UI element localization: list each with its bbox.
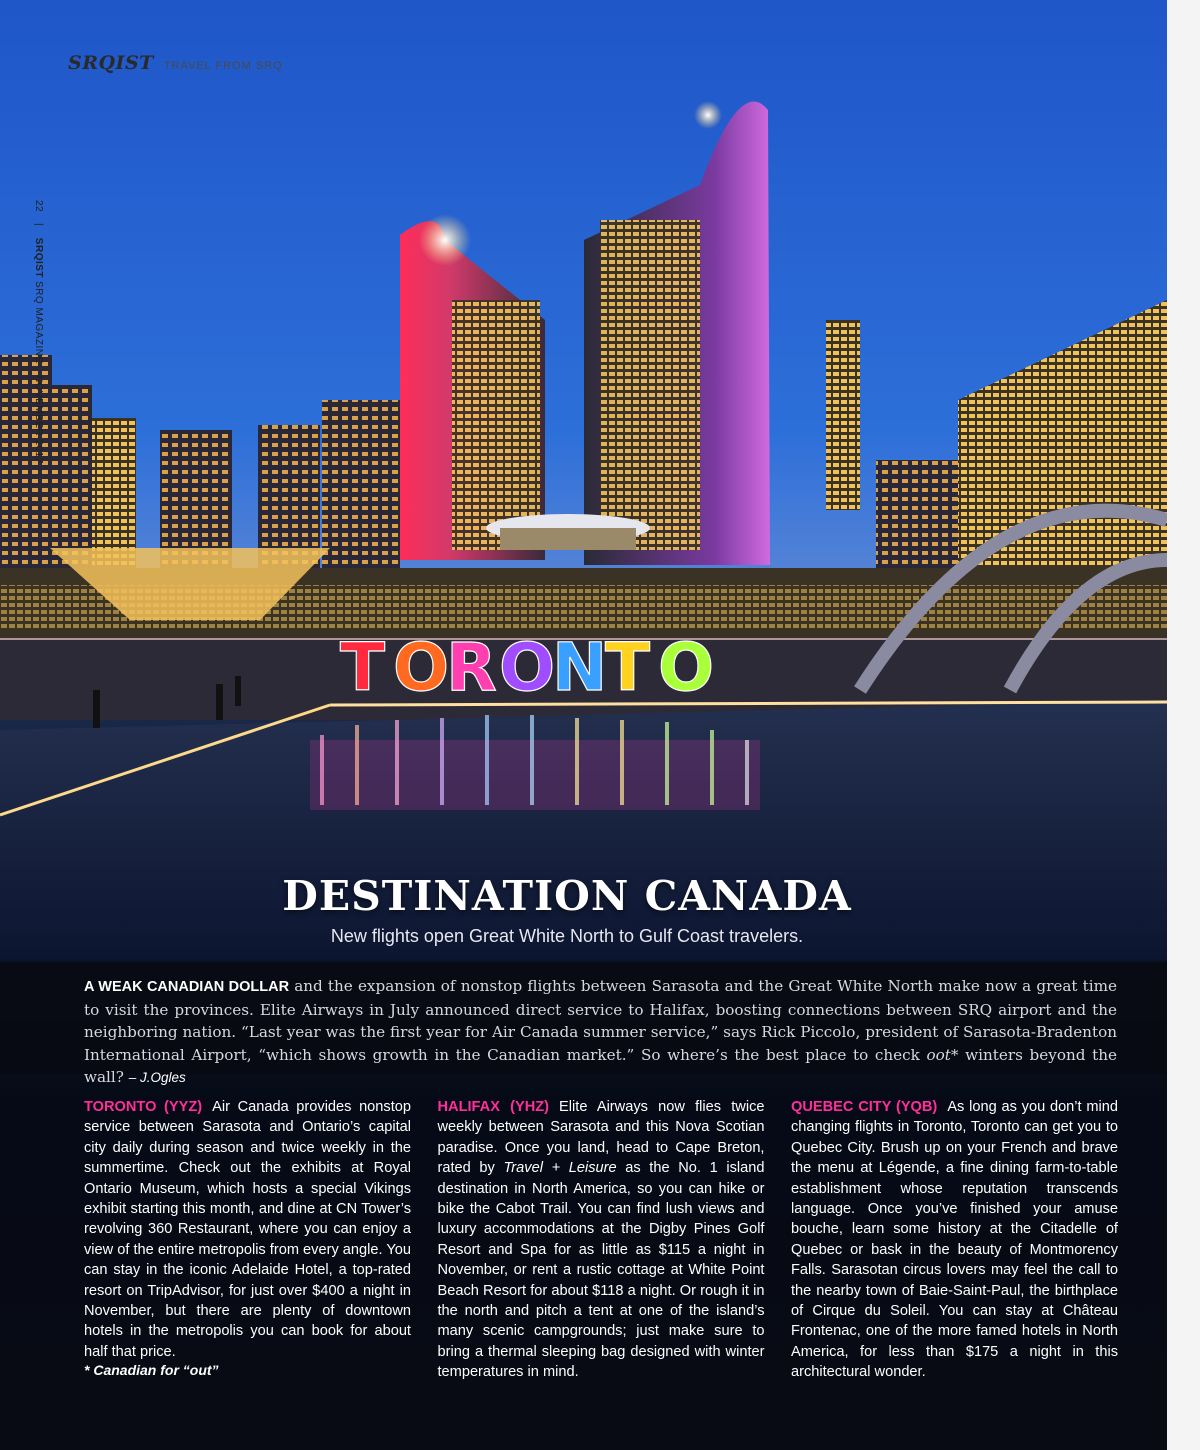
intro-text-2: winters beyond the wall?	[84, 1045, 1117, 1086]
column-text-halifax-2: as the No. 1 island destination in North America, so you can hike or bike the Cabot Trail. You can find lush views and luxury accommodations at the Digby Pines Golf Resort and Spa for as little as $115 a night in November, or rent a rustic cottage at White Point Beach Resort for about $118 a night. Or rough it in the north and pitch a tent at one of the island’s many scenic campgrounds; just make sure to bring a thermal sleeping bag designed with winter temperatures in mind.	[437, 1160, 765, 1381]
footnote: * Canadian for “out”	[84, 1362, 219, 1378]
sign-letter: T	[340, 629, 386, 706]
sign-letter: R	[446, 629, 497, 706]
article-columns	[84, 1097, 1118, 1383]
intro-paragraph	[84, 975, 1117, 1090]
column-italic-halifax: Travel + Leisure	[503, 1160, 617, 1177]
magazine-logo: SRQIST	[68, 52, 154, 74]
subhead: New flights open Great White North to Gulf Coast travelers.	[330, 926, 804, 946]
column-toronto	[84, 1097, 411, 1383]
column-text-quebec: As long as you don’t mind changing flights in Toronto, Toronto can get you to Quebec City. Brush up on your French and brave the menu at Légende, a fine dining farm-to-table establishment whose reputation transcends language. Once you’ve finished your amuse bouche, learn some history at the Citadelle of Quebec or bask in the beauty of Montmorency Falls. Sarasotan circus lovers may feel the call to the nearby town of Baie-Saint-Paul, the birthplace of Cirque du Soleil. You can stay at Château Frontenac, one of the more famed hotels in North America, for less than $175 a night in this architectural wonder.	[791, 1099, 1118, 1381]
folio	[33, 200, 44, 472]
column-text-toronto: Air Canada provides nonstop service between Sarasota and Ontario’s capital city daily during season and twice weekly in the summertime. Check out the exhibits at Royal Ontario Museum, which hosts a special Vikings exhibit starting this month, and dine at CN Tower’s revolving 360 Restaurant, where you can enjoy a view of the entire metropolis from every angle. You can stay in the iconic Adelaide Hotel, a top-rated resort on TripAdvisor, for just over $400 a night in November, but there are plenty of downtown hotels in the metropolis you can book for about half that price.	[84, 1099, 411, 1360]
folio-separator: |	[33, 223, 44, 227]
folio-magazine: SRQ MAGAZINE	[33, 281, 44, 364]
intro-italic: oot*	[926, 1045, 959, 1064]
sign-letter: O	[393, 629, 450, 706]
sign-letter: N	[552, 629, 608, 706]
column-heading-toronto: TORONTO (YYZ)	[84, 1099, 203, 1115]
column-quebec	[791, 1097, 1118, 1383]
section-label: TRAVEL FROM SRQ	[163, 60, 283, 72]
toronto-sign	[340, 629, 714, 706]
page-number: 22	[33, 200, 44, 213]
sign-letter: O	[499, 629, 556, 706]
column-heading-halifax: HALIFAX (YHZ)	[437, 1099, 550, 1115]
folio-magazine-short: SRQIST	[33, 237, 44, 279]
column-text-halifax-1: Elite Airways now flies twice weekly between Sarasota and this Nova Scotian paradise. Once you land, head to Cape Breton, rated by	[437, 1099, 765, 1177]
page-margin	[1167, 0, 1200, 1450]
byline: – J.Ogles	[128, 1070, 186, 1085]
sign-letter: O	[658, 629, 715, 706]
headline: DESTINATION CANADA	[282, 872, 852, 920]
folio-issue: NOVEMBER 2017	[33, 375, 44, 465]
intro-lead: A WEAK CANADIAN DOLLAR	[84, 979, 290, 995]
intro-text-1: and the expansion of nonstop flights between Sarasota and the Great White North make now a great time to visit the provinces. Elite Airways in July announced direct service to Halifax, boosting connections between SRQ airport and the neighboring nation. “Last year was the first year for Air Canada summer service,” says Rick Piccolo, president of Sarasota-Bradenton International Airport, “which shows growth in the Canadian market.” So where’s the best place to check	[84, 977, 1117, 1064]
masthead	[68, 52, 283, 74]
sign-letter: T	[605, 629, 651, 706]
column-heading-quebec: QUEBEC CITY (YQB)	[791, 1099, 938, 1115]
column-halifax	[438, 1097, 765, 1383]
